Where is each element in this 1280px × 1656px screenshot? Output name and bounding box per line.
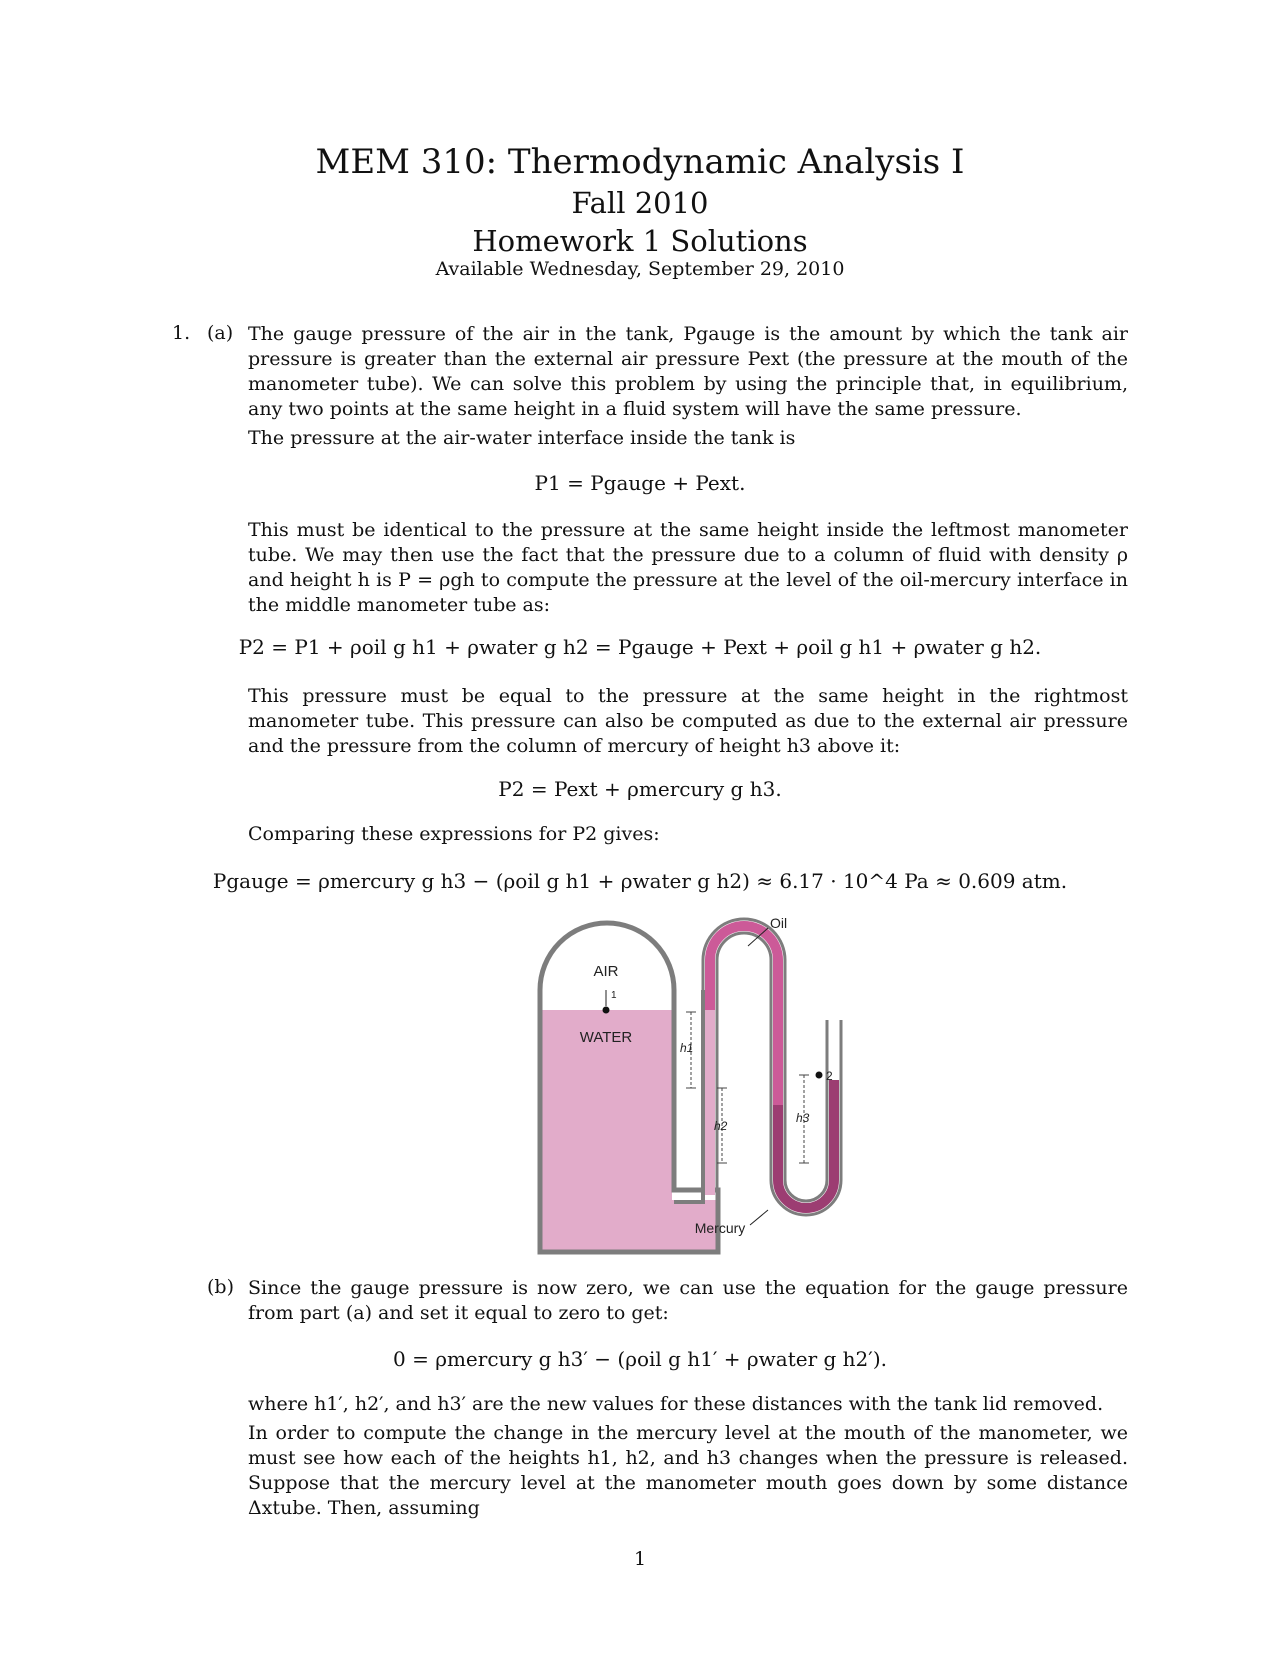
- part-a-paragraph-2: The pressure at the air-water interface inside the tank is: [248, 427, 796, 449]
- point-1-label: 1: [611, 990, 617, 1001]
- part-a-paragraph-5: Comparing these expressions for P2 gives:: [248, 823, 660, 845]
- pipe-wall: [674, 990, 703, 1202]
- oil-tube-inner-wall: [717, 933, 771, 1195]
- equation-p1: P1 = Pgauge + Pext.: [534, 471, 746, 495]
- part-a-paragraph-1: The gauge pressure of the air in the tank, Pgauge is the amount by which the tank air pressure is greater than the external air pressure Pext (the pressure at the mouth of the manometer tube). We can solve this problem by using the principle that, in equilibrium, any two points at the same height in a fluid system will have the same pressure.: [248, 323, 1128, 420]
- mercury-leader: [750, 1210, 768, 1225]
- page-number: 1: [633, 1548, 647, 1570]
- part-a-paragraph-3: This must be identical to the pressure at the same height inside the leftmost manometer tube. We may then use the fact that the pressure due to a column of fluid with density ρ and height h is P = ρgh to compute the pressure at the level of the oil-mercury interface in the middle manometer tube as:: [248, 519, 1128, 616]
- point-2-label: 2: [826, 1069, 833, 1083]
- doc-title: MEM 310: Thermodynamic Analysis I: [315, 142, 965, 182]
- doc-availability: Available Wednesday, September 29, 2010: [435, 258, 845, 280]
- part-a-paragraph-4: This pressure must be equal to the pressure at the same height in the rightmost manometer tube. This pressure can also be computed as due to the external air pressure and the pressure from the column of mercury of height h3 above it:: [248, 685, 1128, 757]
- air-label: AIR: [593, 963, 619, 980]
- part-a-label: (a): [207, 322, 234, 344]
- point-1-marker: [603, 1007, 610, 1014]
- equation-p2: P2 = P1 + ρoil g h1 + ρwater g h2 = Pgauge + Pext + ρoil g h1 + ρwater g h2.: [238, 635, 1042, 659]
- h3-label: h3: [796, 1111, 810, 1125]
- h2-label: h2: [714, 1119, 728, 1133]
- mercury-label: Mercury: [694, 1220, 746, 1236]
- equation-zero-gauge: 0 = ρmercury g h3′ − (ρoil g h1′ + ρwater g h2′).: [393, 1347, 887, 1371]
- doc-subtitle: Homework 1 Solutions: [472, 224, 808, 258]
- part-b-label: (b): [207, 1276, 234, 1298]
- part-b-text: [248, 1392, 1128, 1521]
- part-b-paragraph-1: Since the gauge pressure is now zero, we can use the equation for the gauge pressure from part (a) and set it equal to zero to get:: [248, 1277, 1128, 1324]
- part-b-paragraph-3: In order to compute the change in the mercury level at the mouth of the manometer, we must see how each of the heights h1, h2, and h3 changes when the pressure is released. Suppose that the mercury level at the manometer mouth goes down by some distance Δxtube. Then, assuming: [248, 1422, 1128, 1519]
- oil-label: Oil: [770, 915, 788, 931]
- equation-p2-mercury: P2 = Pext + ρmercury g h3.: [498, 777, 782, 801]
- manometer-figure: [520, 905, 860, 1255]
- oil-tube: [710, 926, 778, 1105]
- part-b-paragraph-2: where h1′, h2′, and h3′ are the new values for these distances with the tank lid removed.: [248, 1393, 1104, 1415]
- doc-term: Fall 2010: [571, 186, 709, 220]
- problem-number: 1.: [172, 322, 191, 344]
- equation-gauge-result: Pgauge = ρmercury g h3 − (ρoil g h1 + ρwater g h2) ≈ 6.17 · 10^4 Pa ≈ 0.609 atm.: [212, 869, 1068, 893]
- h1-label: h1: [680, 1041, 694, 1055]
- part-a-intro: [248, 322, 1128, 451]
- point-2-marker: [816, 1072, 823, 1079]
- left-tube-water: [705, 1010, 715, 1195]
- water-label: WATER: [579, 1029, 633, 1046]
